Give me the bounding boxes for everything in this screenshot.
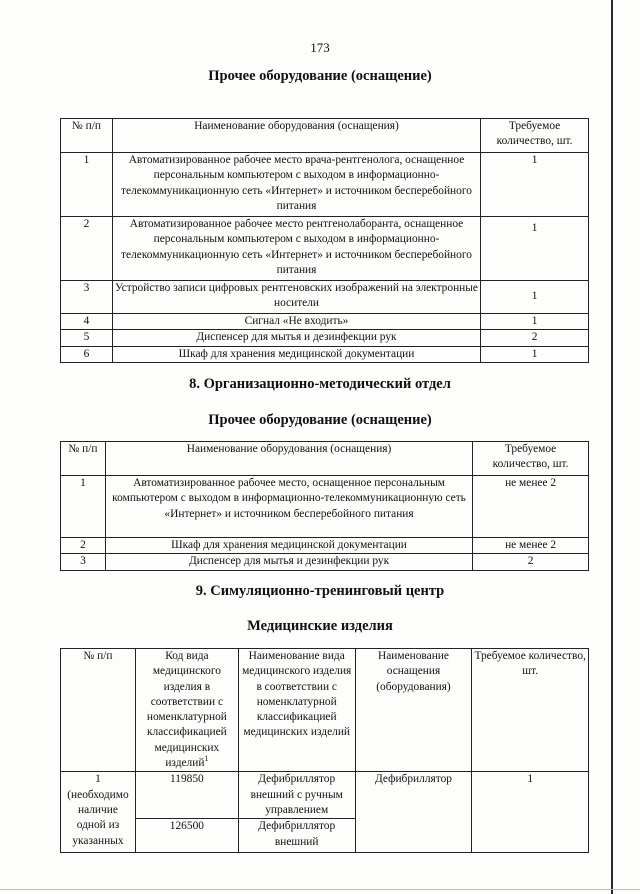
row-number: 2: [61, 538, 106, 554]
row-number: 6: [61, 346, 113, 362]
row-name: Диспенсер для мытья и дезинфекции рук: [112, 330, 480, 346]
row-name: Устройство записи цифровых рентгеновских изображений на электронные носители: [112, 281, 480, 314]
device-code: 126500: [135, 819, 238, 853]
row-number: 4: [61, 314, 113, 330]
page-right-edge: [611, 0, 613, 894]
header-name: Наименование оборудования (оснащения): [112, 119, 480, 153]
device-code: 119850: [135, 772, 238, 819]
footnote-marker: 1: [204, 754, 209, 764]
row-quantity: 1: [481, 217, 589, 281]
table-row: [61, 346, 589, 362]
table-row: [61, 476, 589, 538]
table-row: [61, 281, 589, 314]
table-row: [61, 153, 589, 217]
table-row: [61, 314, 589, 330]
row-name: Автоматизированное рабочее место врача-рентгенолога, оснащенное персональным компьютером с выходом в информационно-телекоммуникационную сеть «Интернет» и источником бесперебойного питания: [112, 153, 480, 217]
header-device-code: [135, 649, 238, 772]
table-row: [61, 538, 589, 554]
section2-heading: Прочее оборудование (оснащение): [208, 412, 432, 428]
row-quantity: 1: [481, 346, 589, 362]
header-number: № п/п: [61, 119, 113, 153]
row-quantity: 2: [473, 554, 589, 570]
row-quantity: 2: [481, 330, 589, 346]
header-number: № п/п: [61, 442, 106, 476]
table-row: [61, 554, 589, 570]
row-quantity: 1: [481, 314, 589, 330]
row-number: 1: [61, 153, 113, 217]
row-number: 5: [61, 330, 113, 346]
table-row: [61, 330, 589, 346]
header-device-code-text: Код вида медицинского изделия в соответствии с номенклатурной классификацией медицинских изделий: [146, 650, 227, 770]
header-number: № п/п: [61, 649, 136, 772]
table-header-row: [61, 649, 589, 772]
page-number: 173: [310, 40, 330, 55]
row-quantity: 1: [481, 153, 589, 217]
row-quantity: 1: [481, 281, 589, 314]
section3-heading: Медицинские изделия: [247, 618, 393, 634]
medical-devices-table: [60, 648, 589, 853]
row-name: Автоматизированное рабочее место рентгенолаборанта, оснащенное персональным компьютером с выходом в информационно-телекоммуникационную сеть «Интернет» и источником бесперебойного питания: [112, 217, 480, 281]
section1-heading: Прочее оборудование (оснащение): [208, 68, 432, 84]
header-quantity: Требуемое количество, шт.: [481, 119, 589, 153]
row-name: Автоматизированное рабочее место, оснащенное персональным компьютером с выходом в информационно-телекоммуникационную сеть «Интернет» и источником бесперебойного питания: [105, 476, 472, 538]
page-bottom-edge: [0, 889, 640, 890]
row-number: 1 (необходимо наличие одной из указанных: [61, 772, 136, 853]
row-quantity: 1: [472, 772, 589, 853]
row-name: Шкаф для хранения медицинской документации: [105, 538, 472, 554]
header-name: Наименование оборудования (оснащения): [105, 442, 472, 476]
row-number: 1: [61, 476, 106, 538]
section3-title: 9. Симуляционно-тренинговый центр: [195, 583, 445, 599]
table-header-row: [61, 119, 589, 153]
section2-title: 8. Организационно-методический отдел: [189, 376, 451, 392]
device-kind: Дефибриллятор внешний с ручным управлением: [238, 772, 355, 819]
row-name: Шкаф для хранения медицинской документации: [112, 346, 480, 362]
device-kind: Дефибриллятор внешний: [238, 819, 355, 853]
equipment-table-1: [60, 118, 589, 363]
equipment-table-2: [60, 441, 589, 571]
header-device-kind: Наименование вида медицинского изделия в соответствии с номенклатурной классификацией медицинских изделий: [238, 649, 355, 772]
header-quantity: Требуемое количество, шт.: [473, 442, 589, 476]
table-row: [61, 217, 589, 281]
row-number: 3: [61, 554, 106, 570]
row-name: Диспенсер для мытья и дезинфекции рук: [105, 554, 472, 570]
header-quantity: Требуемое количество, шт.: [472, 649, 589, 772]
row-name: Сигнал «Не входить»: [112, 314, 480, 330]
equipment-name: Дефибриллятор: [355, 772, 472, 853]
table-row: [61, 772, 589, 819]
row-quantity: не менее 2: [473, 476, 589, 538]
row-quantity: не менее 2: [473, 538, 589, 554]
header-equipment: Наименование оснащения (оборудования): [355, 649, 472, 772]
table-header-row: [61, 442, 589, 476]
row-number: 3: [61, 281, 113, 314]
row-number: 2: [61, 217, 113, 281]
